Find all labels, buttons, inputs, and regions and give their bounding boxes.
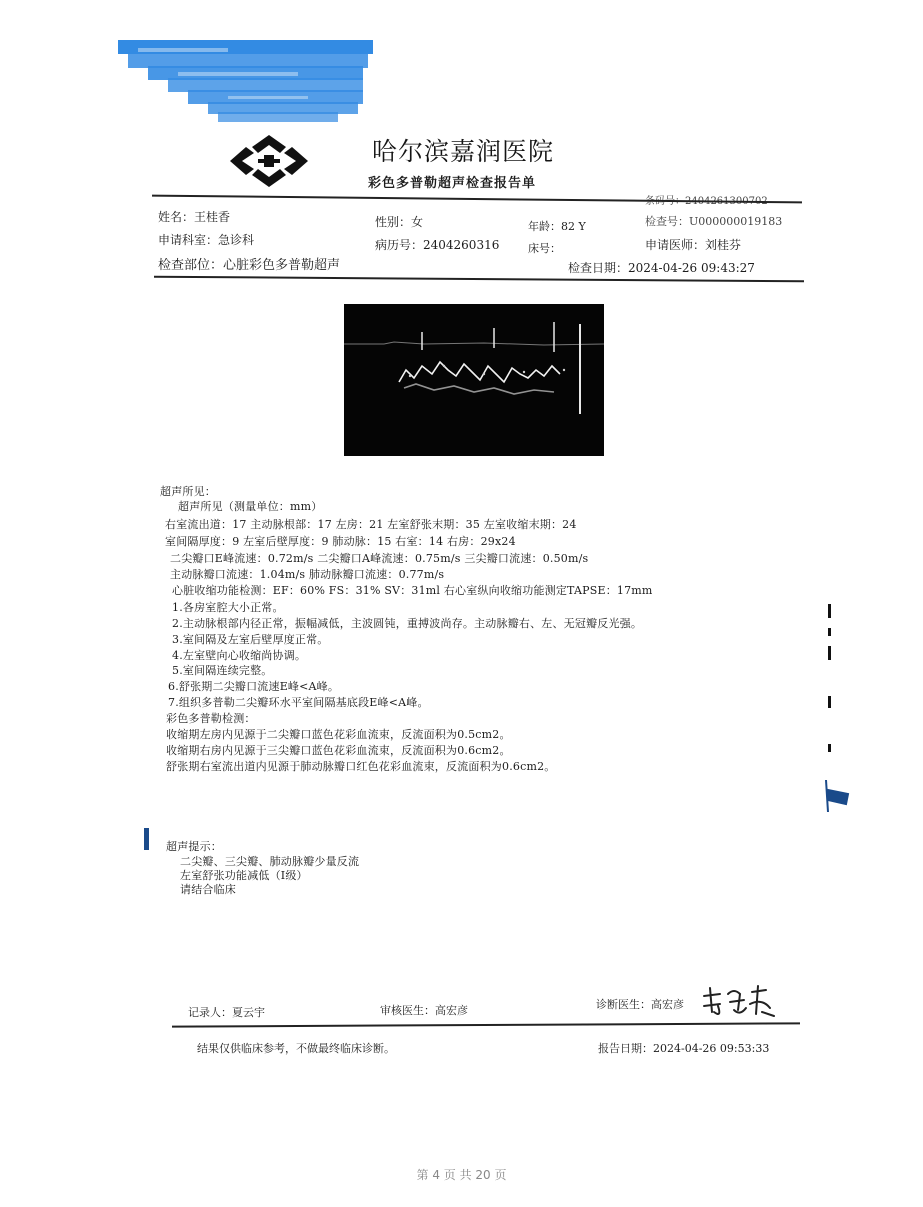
findings-line: 收缩期右房内见源于三尖瓣口蓝色花彩血流束，反流面积为0.6cm2。 (166, 744, 511, 757)
findings-line: 6.舒张期二尖瓣口流速E峰<A峰。 (168, 680, 340, 693)
findings-line: 二尖瓣口E峰流速：0.72m/s 二尖瓣口A峰流速：0.75m/s 三尖瓣口流速：0.50m/s (170, 552, 589, 565)
findings-line: 3.室间隔及左室后壁厚度正常。 (172, 633, 329, 646)
scan-artifact (828, 646, 831, 660)
record-number: 病历号：2404260316 (375, 238, 500, 252)
patient-gender: 性别：女 (375, 215, 424, 229)
doctor-signature (700, 982, 780, 1022)
findings-line: 4.左室壁向心收缩尚协调。 (172, 649, 307, 662)
findings-line: 收缩期左房内见源于二尖瓣口蓝色花彩血流束，反流面积为0.5cm2。 (166, 728, 511, 741)
findings-line: 5.室间隔连续完整。 (172, 664, 273, 677)
ultrasound-mmode-image (344, 304, 604, 456)
findings-line: 心脏收缩功能检测：EF：60% FS：31% SV：31ml 右心室纵向收缩功能测定TAPSE：17mm (172, 584, 653, 597)
findings-line: 室间隔厚度：9 左室后壁厚度：9 肺动脉：15 右室：14 右房：29x24 (165, 535, 516, 548)
signature-rule (172, 1022, 800, 1027)
scan-artifact (824, 780, 852, 812)
header-rule-bottom (154, 276, 804, 283)
scan-artifact (828, 696, 831, 708)
page-indicator: 第 4 页 共 20 页 (416, 1168, 507, 1182)
findings-line: 1.各房室腔大小正常。 (172, 601, 284, 614)
diagnosing-doctor: 诊断医生：高宏彦 (596, 998, 684, 1011)
findings-line: 彩色多普勒检测： (166, 712, 256, 725)
impression-line: 二尖瓣、三尖瓣、肺动脉瓣少量反流 (180, 855, 360, 868)
reviewer: 审核医生：高宏彦 (380, 1004, 468, 1017)
disclaimer: 结果仅供临床参考，不做最终临床诊断。 (197, 1042, 395, 1055)
hospital-name: 哈尔滨嘉润医院 (372, 137, 555, 166)
findings-subheading: 超声所见（测量单位：mm） (178, 500, 323, 513)
findings-line: 右室流出道：17 主动脉根部：17 左房：21 左室舒张末期：35 左室收缩末期：24 (165, 518, 577, 531)
exam-number: 检查号：U000000019183 (645, 215, 783, 228)
request-dept: 申请科室：急诊科 (158, 233, 255, 247)
findings-line: 7.组织多普勒二尖瓣环水平室间隔基底段E峰<A峰。 (168, 696, 429, 709)
exam-date: 检查日期：2024-04-26 09:43:27 (568, 261, 755, 275)
patient-age: 年龄：82 Y (528, 220, 586, 233)
report-title: 彩色多普勒超声检查报告单 (368, 176, 537, 191)
scan-artifact (828, 628, 831, 636)
impression-line: 请结合临床 (180, 883, 236, 896)
hospital-logo-icon (228, 133, 310, 189)
exam-site: 检查部位：心脏彩色多普勒超声 (158, 258, 341, 273)
bed-number: 床号： (528, 242, 561, 255)
redaction-scribble (118, 38, 378, 130)
impression-line: 左室舒张功能减低（I级） (180, 869, 308, 882)
patient-name: 姓名：王桂香 (158, 210, 231, 224)
scan-artifact (828, 604, 831, 618)
findings-heading: 超声所见： (160, 485, 216, 498)
findings-line: 舒张期右室流出道内见源于肺动脉瓣口红色花彩血流束，反流面积为0.6cm2。 (166, 760, 556, 773)
impression-heading: 超声提示： (166, 840, 222, 853)
findings-line: 2.主动脉根部内径正常，振幅减低，主波圆钝，重搏波尚存。主动脉瓣右、左、无冠瓣反光强。 (172, 617, 643, 630)
scan-artifact (144, 828, 149, 850)
request-doctor: 申请医师：刘桂芬 (645, 238, 742, 252)
report-date: 报告日期：2024-04-26 09:53:33 (598, 1042, 770, 1055)
recorder: 记录人：夏云宇 (188, 1006, 265, 1019)
scan-artifact (828, 744, 831, 752)
findings-line: 主动脉瓣口流速：1.04m/s 肺动脉瓣口流速：0.77m/s (170, 568, 445, 581)
